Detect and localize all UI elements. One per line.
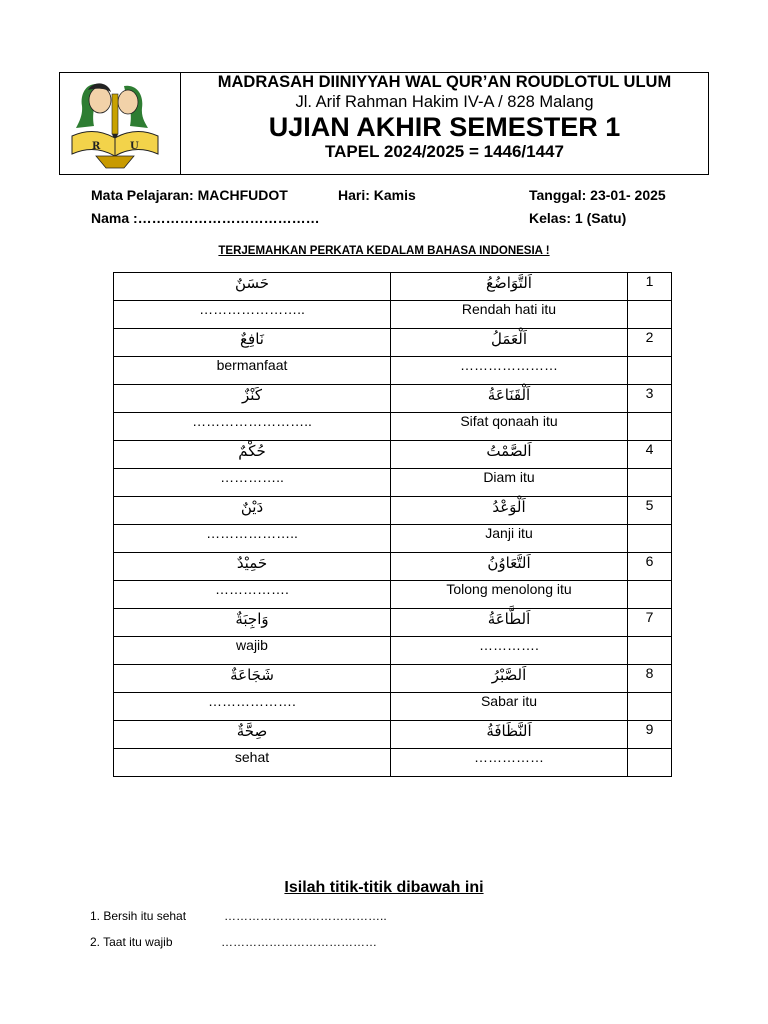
cell-number: 9 (628, 721, 672, 749)
cell-right: اَلتَّعَاوُنُ (391, 553, 628, 581)
cell-right: اَلْوَعْدُ (391, 497, 628, 525)
instruction-heading: TERJEMAHKAN PERKATA KEDALAM BAHASA INDONESIA ! (218, 245, 550, 257)
cell-number (628, 413, 672, 441)
section2-title: Isilah titik-titik dibawah ini (284, 879, 484, 896)
header-text (181, 73, 708, 162)
cell-left: صِحَّةٌ (114, 721, 391, 749)
cell-right: اَلْعَمَلُ (391, 329, 628, 357)
cell-right: ………………… (391, 357, 628, 385)
table-row (114, 553, 672, 581)
exam-title: UJIAN AKHIR SEMESTER 1 (268, 112, 621, 142)
cell-number: 7 (628, 609, 672, 637)
cell-left: ……………….. (114, 525, 391, 553)
subject-label: Mata Pelajaran: MACHFUDOT (91, 187, 288, 203)
table-row (114, 525, 672, 553)
day-label: Hari: Kamis (338, 187, 416, 203)
cell-number (628, 469, 672, 497)
academic-year: TAPEL 2024/2025 = 1446/1447 (325, 142, 564, 161)
cell-left: حَمِيْدٌ (114, 553, 391, 581)
cell-number: 5 (628, 497, 672, 525)
cell-right: Janji itu (391, 525, 628, 553)
cell-left: ……………. (114, 581, 391, 609)
table-row (114, 721, 672, 749)
school-address: Jl. Arif Rahman Hakim IV-A / 828 Malang (295, 93, 594, 111)
table-row (114, 357, 672, 385)
table-row (114, 329, 672, 357)
school-name: MADRASAH DIINIYYAH WAL QUR’AN ROUDLOTUL ULUM (217, 73, 672, 91)
cell-left: نَافِعٌ (114, 329, 391, 357)
table-row (114, 385, 672, 413)
cell-number (628, 693, 672, 721)
cell-right: Rendah hati itu (391, 301, 628, 329)
cell-number (628, 525, 672, 553)
cell-right: …………… (391, 749, 628, 777)
cell-left: حُكْمٌ (114, 441, 391, 469)
cell-number: 1 (628, 273, 672, 301)
cell-number: 2 (628, 329, 672, 357)
cell-right: Sifat qonaah itu (391, 413, 628, 441)
class-label: Kelas: 1 (Satu) (529, 210, 627, 226)
cell-number (628, 301, 672, 329)
cell-number: 4 (628, 441, 672, 469)
cell-number: 3 (628, 385, 672, 413)
date-label: Tanggal: 23-01- 2025 (529, 187, 666, 203)
cell-right: اَلنَّظَافَةُ (391, 721, 628, 749)
logo-letter-u: U (130, 141, 139, 152)
cell-right: Diam itu (391, 469, 628, 497)
cell-left: شَجَاعَةٌ (114, 665, 391, 693)
question-1-blank: ………………………………….. (224, 909, 387, 923)
cell-number (628, 637, 672, 665)
header-box (59, 72, 709, 175)
cell-left: wajib (114, 637, 391, 665)
logo-letter-r: R (92, 141, 101, 152)
cell-right: اَلصَّبْرُ (391, 665, 628, 693)
school-logo-icon (66, 76, 174, 171)
cell-right: Sabar itu (391, 693, 628, 721)
cell-left: …………………….. (114, 413, 391, 441)
table-row (114, 497, 672, 525)
cell-left: ………….. (114, 469, 391, 497)
table-row (114, 441, 672, 469)
table-row (114, 693, 672, 721)
cell-left: كَنْزٌ (114, 385, 391, 413)
cell-right: اَلتَّوَاضُعُ (391, 273, 628, 301)
cell-left: bermanfaat (114, 357, 391, 385)
table-row (114, 581, 672, 609)
logo-cell (60, 73, 181, 174)
cell-number (628, 357, 672, 385)
table-row (114, 413, 672, 441)
table-row (114, 637, 672, 665)
cell-right: اَلْقَنَاعَةُ (391, 385, 628, 413)
table-row (114, 469, 672, 497)
cell-right: Tolong menolong itu (391, 581, 628, 609)
cell-left: حَسَنٌ (114, 273, 391, 301)
table-row (114, 273, 672, 301)
cell-left: ………………. (114, 693, 391, 721)
table-row (114, 609, 672, 637)
vocab-table (113, 272, 672, 777)
name-field: Nama :………………………………… (91, 210, 320, 226)
cell-number (628, 749, 672, 777)
table-row (114, 301, 672, 329)
cell-number: 6 (628, 553, 672, 581)
cell-number (628, 581, 672, 609)
cell-left: وَاجِبَةٌ (114, 609, 391, 637)
question-2-blank: ………………………………… (221, 935, 377, 949)
cell-right: اَلصَّمْتُ (391, 441, 628, 469)
cell-right: …………. (391, 637, 628, 665)
cell-left: دَيْنٌ (114, 497, 391, 525)
question-1-text: 1. Bersih itu sehat (90, 909, 187, 923)
table-row (114, 665, 672, 693)
cell-left: sehat (114, 749, 391, 777)
cell-left: ………………….. (114, 301, 391, 329)
cell-right: اَلطَّاعَةُ (391, 609, 628, 637)
question-2-text: 2. Taat itu wajib (90, 935, 173, 949)
cell-number: 8 (628, 665, 672, 693)
table-row (114, 749, 672, 777)
